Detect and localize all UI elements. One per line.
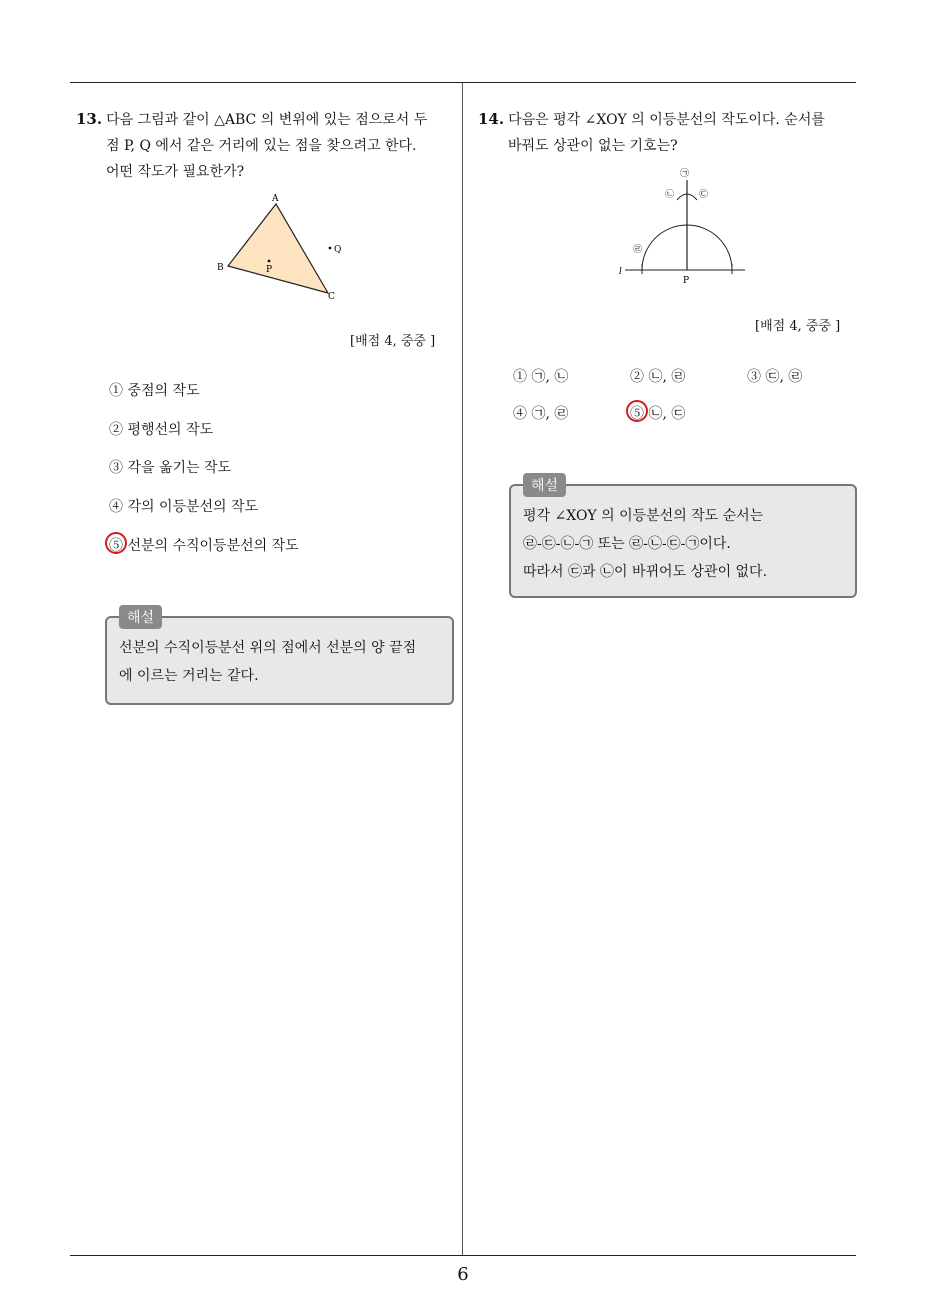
question-13-line1: 다음 그림과 같이 △ABC 의 변위에 있는 점으로서 두 <box>106 112 428 128</box>
label-giyeok: ㉠ <box>680 169 690 179</box>
bottom-rule <box>70 1255 856 1256</box>
question-14-line2: 바꿔도 상관이 없는 기호는? <box>508 138 678 154</box>
label-digeut: ㉢ <box>699 190 709 200</box>
column-divider <box>462 83 463 1255</box>
q13-choice-2[interactable]: ② 평행선의 작도 <box>109 422 214 438</box>
label-a: A <box>272 194 279 204</box>
label-q: Q <box>334 245 342 255</box>
q14-choice-4[interactable]: ④ ㉠, ㉣ <box>513 406 569 422</box>
q14-choice-1[interactable]: ① ㉠, ㉡ <box>513 369 569 385</box>
q14-solution-line1: 평각 ∠XOY 의 이등분선의 작도 순서는 <box>523 508 764 524</box>
q13-solution-line1: 선분의 수직이등분선 위의 점에서 선분의 양 끝점 <box>119 640 417 656</box>
point-q <box>329 247 332 250</box>
question-13-number: 13. <box>76 110 103 128</box>
q14-choice-5[interactable]: ⑤ ㉡, ㉢ <box>630 406 686 422</box>
label-l: l <box>619 267 622 277</box>
label-b: B <box>217 263 224 273</box>
q13-choice-3[interactable]: ③ 각을 옮기는 작도 <box>109 460 232 476</box>
q13-choice-5[interactable]: ⑤ 선분의 수직이등분선의 작도 <box>109 538 299 554</box>
q13-choice-1[interactable]: ① 중점의 작도 <box>109 383 200 399</box>
point-p <box>268 260 271 263</box>
q14-choice-3[interactable]: ③ ㉢, ㉣ <box>747 369 803 385</box>
q14-solution-line2: ㉣-㉢-㉡-㉠ 또는 ㉣-㉡-㉢-㉠이다. <box>523 536 731 552</box>
question-14-line1: 다음은 평각 ∠XOY 의 이등분선의 작도이다. 순서를 <box>508 112 825 128</box>
top-rule <box>70 82 856 83</box>
question-13-line2: 점 P, Q 에서 같은 거리에 있는 점을 찾으려고 한다. <box>106 138 417 154</box>
triangle-figure <box>210 190 360 305</box>
q13-answer-mark <box>105 532 127 554</box>
bisector-figure <box>615 162 755 290</box>
q14-solution-line3: 따라서 ㉢과 ㉡이 바뀌어도 상관이 없다. <box>523 564 768 580</box>
question-13 <box>76 106 456 185</box>
question-13-score: [배점 4, 중중 ] <box>350 334 436 349</box>
question-14-score: [배점 4, 중중 ] <box>755 319 841 334</box>
q14-choice-2[interactable]: ② ㉡, ㉣ <box>630 369 686 385</box>
q13-solution-line2: 에 이르는 거리는 같다. <box>119 668 259 684</box>
q14-solution-tag: 해설 <box>523 473 566 497</box>
q13-solution-box <box>105 610 454 705</box>
label-p: P <box>683 276 690 286</box>
question-14-number: 14. <box>478 110 505 128</box>
label-p: P <box>266 265 273 275</box>
label-rieul: ㉣ <box>633 245 643 255</box>
question-13-line3: 어떤 작도가 필요한가? <box>106 164 245 180</box>
q13-choice-4[interactable]: ④ 각의 이등분선의 작도 <box>109 499 259 515</box>
triangle-abc <box>228 204 328 293</box>
q13-solution-tag: 해설 <box>119 605 162 629</box>
question-14 <box>478 106 858 159</box>
page-number: 6 <box>457 1264 469 1285</box>
label-nieun: ㉡ <box>665 190 675 200</box>
q14-solution-box <box>509 478 857 598</box>
label-c: C <box>328 292 335 302</box>
q14-answer-mark <box>626 400 648 422</box>
